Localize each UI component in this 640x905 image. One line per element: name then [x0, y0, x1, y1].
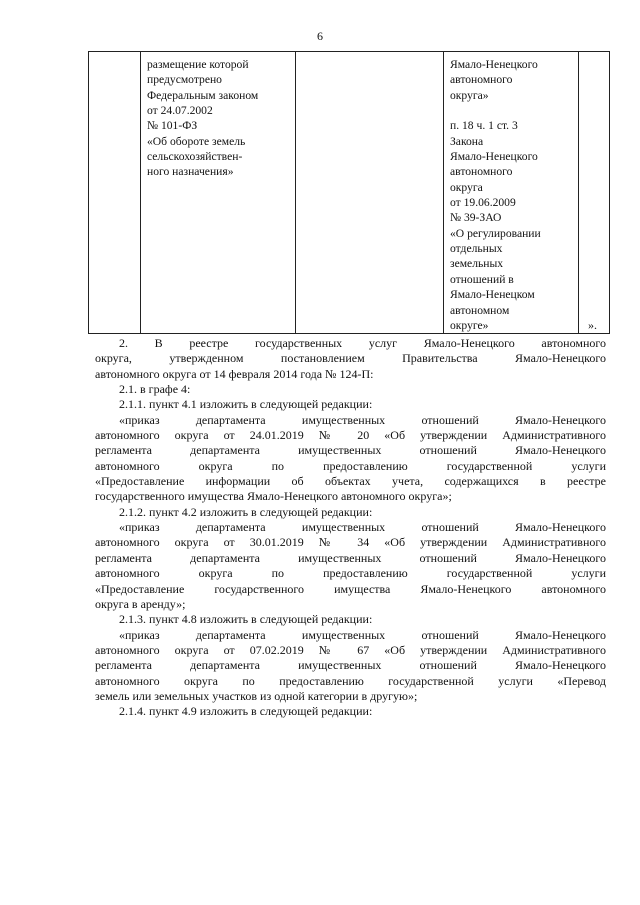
paragraph-line: 2.1. в графе 4: — [119, 382, 191, 397]
cell-line: Ямало-Ненецкого — [450, 150, 538, 164]
paragraph-line: автономного округа от 07.02.2019 № 67 «Об утверждении Административного — [95, 642, 606, 657]
paragraph-line: округа в аренду»; — [95, 596, 186, 611]
cell-line: отношений в — [450, 272, 514, 286]
paragraph-line: округа, утвержденном постановлением Правительства Ямало-Ненецкого — [95, 351, 606, 366]
paragraph-line: автономного округа по предоставлению государственной услуги «Перевод — [95, 673, 606, 688]
paragraph-line: автономного округа по предоставлению государственной услуги — [95, 566, 606, 581]
paragraph-line: «приказ департамента имущественных отношений Ямало-Ненецкого — [119, 520, 606, 535]
cell-line: предусмотрено — [147, 73, 222, 87]
cell-line: автономного — [450, 165, 513, 179]
paragraph-line: «Предоставление информации об объектах учета, содержащихся в реестре — [95, 474, 606, 489]
cell-line: Федеральным законом — [147, 88, 259, 102]
paragraph-line: «приказ департамента имущественных отношений Ямало-Ненецкого — [119, 627, 606, 642]
cell-line: округе» — [450, 318, 489, 332]
cell-line: отдельных — [450, 242, 503, 256]
paragraph-line: 2.1.2. пункт 4.2 изложить в следующей редакции: — [119, 504, 373, 519]
closing-quote-mark: ». — [588, 318, 597, 332]
paragraph-line: автономного округа по предоставлению государственной услуги — [95, 458, 606, 473]
table-cell-3 — [296, 52, 444, 334]
cell-line: ного назначения» — [147, 165, 234, 179]
cell-line: размещение которой — [147, 58, 249, 71]
continuation-table — [88, 51, 610, 334]
paragraph-line: регламента департамента имущественных отношений Ямало-Ненецкого — [95, 443, 606, 458]
paragraph-line: государственного имущества Ямало-Ненецкого автономного округа»; — [95, 489, 452, 504]
cell-line: п. 18 ч. 1 ст. 3 — [450, 119, 518, 133]
cell-line: округа — [450, 180, 483, 194]
table-row — [89, 52, 610, 334]
paragraph-line: автономного округа от 14 февраля 2014 года № 124-П: — [95, 366, 374, 381]
paragraph-line: регламента департамента имущественных отношений Ямало-Ненецкого — [95, 658, 606, 673]
cell-line: автономного — [450, 73, 513, 87]
paragraph-line: земель или земельных участков из одной категории в другую»; — [95, 688, 418, 703]
paragraph-line: автономного округа от 30.01.2019 № 34 «Об утверждении Административного — [95, 535, 606, 550]
paragraph-line: 2. В реестре государственных услуг Ямало-Ненецкого автономного — [119, 336, 606, 350]
cell-line: автономном — [450, 303, 510, 317]
cell-line: «О регулировании — [450, 226, 541, 240]
cell-line: № 101-ФЗ — [147, 119, 198, 133]
cell-line: от 19.06.2009 — [450, 196, 516, 210]
cell-line: земельных — [450, 257, 504, 271]
paragraph-line: 2.1.3. пункт 4.8 изложить в следующей редакции: — [119, 612, 373, 627]
page-number: 6 — [317, 29, 323, 43]
cell-line: округа» — [450, 88, 489, 102]
cell-line: Ямало-Ненецком — [450, 288, 535, 302]
cell-line: сельскохозяйствен- — [147, 150, 243, 164]
paragraph-line: «Предоставление государственного имущества Ямало-Ненецкого автономного — [95, 581, 606, 596]
paragraph-line: автономного округа от 24.01.2019 № 20 «Об утверждении Административного — [95, 428, 606, 443]
cell-line: от 24.07.2002 — [147, 104, 213, 118]
cell-line: № 39-ЗАО — [450, 211, 502, 225]
table-cell-4 — [444, 52, 579, 334]
table-cell-1 — [89, 52, 141, 334]
table-cell-2 — [141, 52, 296, 334]
paragraph-line: регламента департамента имущественных отношений Ямало-Ненецкого — [95, 550, 606, 565]
paragraph-line: 2.1.1. пункт 4.1 изложить в следующей редакции: — [119, 397, 373, 412]
body-text — [95, 336, 606, 720]
paragraph-line: «приказ департамента имущественных отношений Ямало-Ненецкого — [119, 412, 606, 427]
paragraph-line: 2.1.4. пункт 4.9 изложить в следующей редакции: — [119, 704, 373, 719]
cell-line: Ямало-Ненецкого — [450, 58, 538, 71]
cell-line: Закона — [450, 134, 484, 148]
table-cell-5 — [579, 52, 610, 334]
cell-line: «Об обороте земель — [147, 134, 246, 148]
